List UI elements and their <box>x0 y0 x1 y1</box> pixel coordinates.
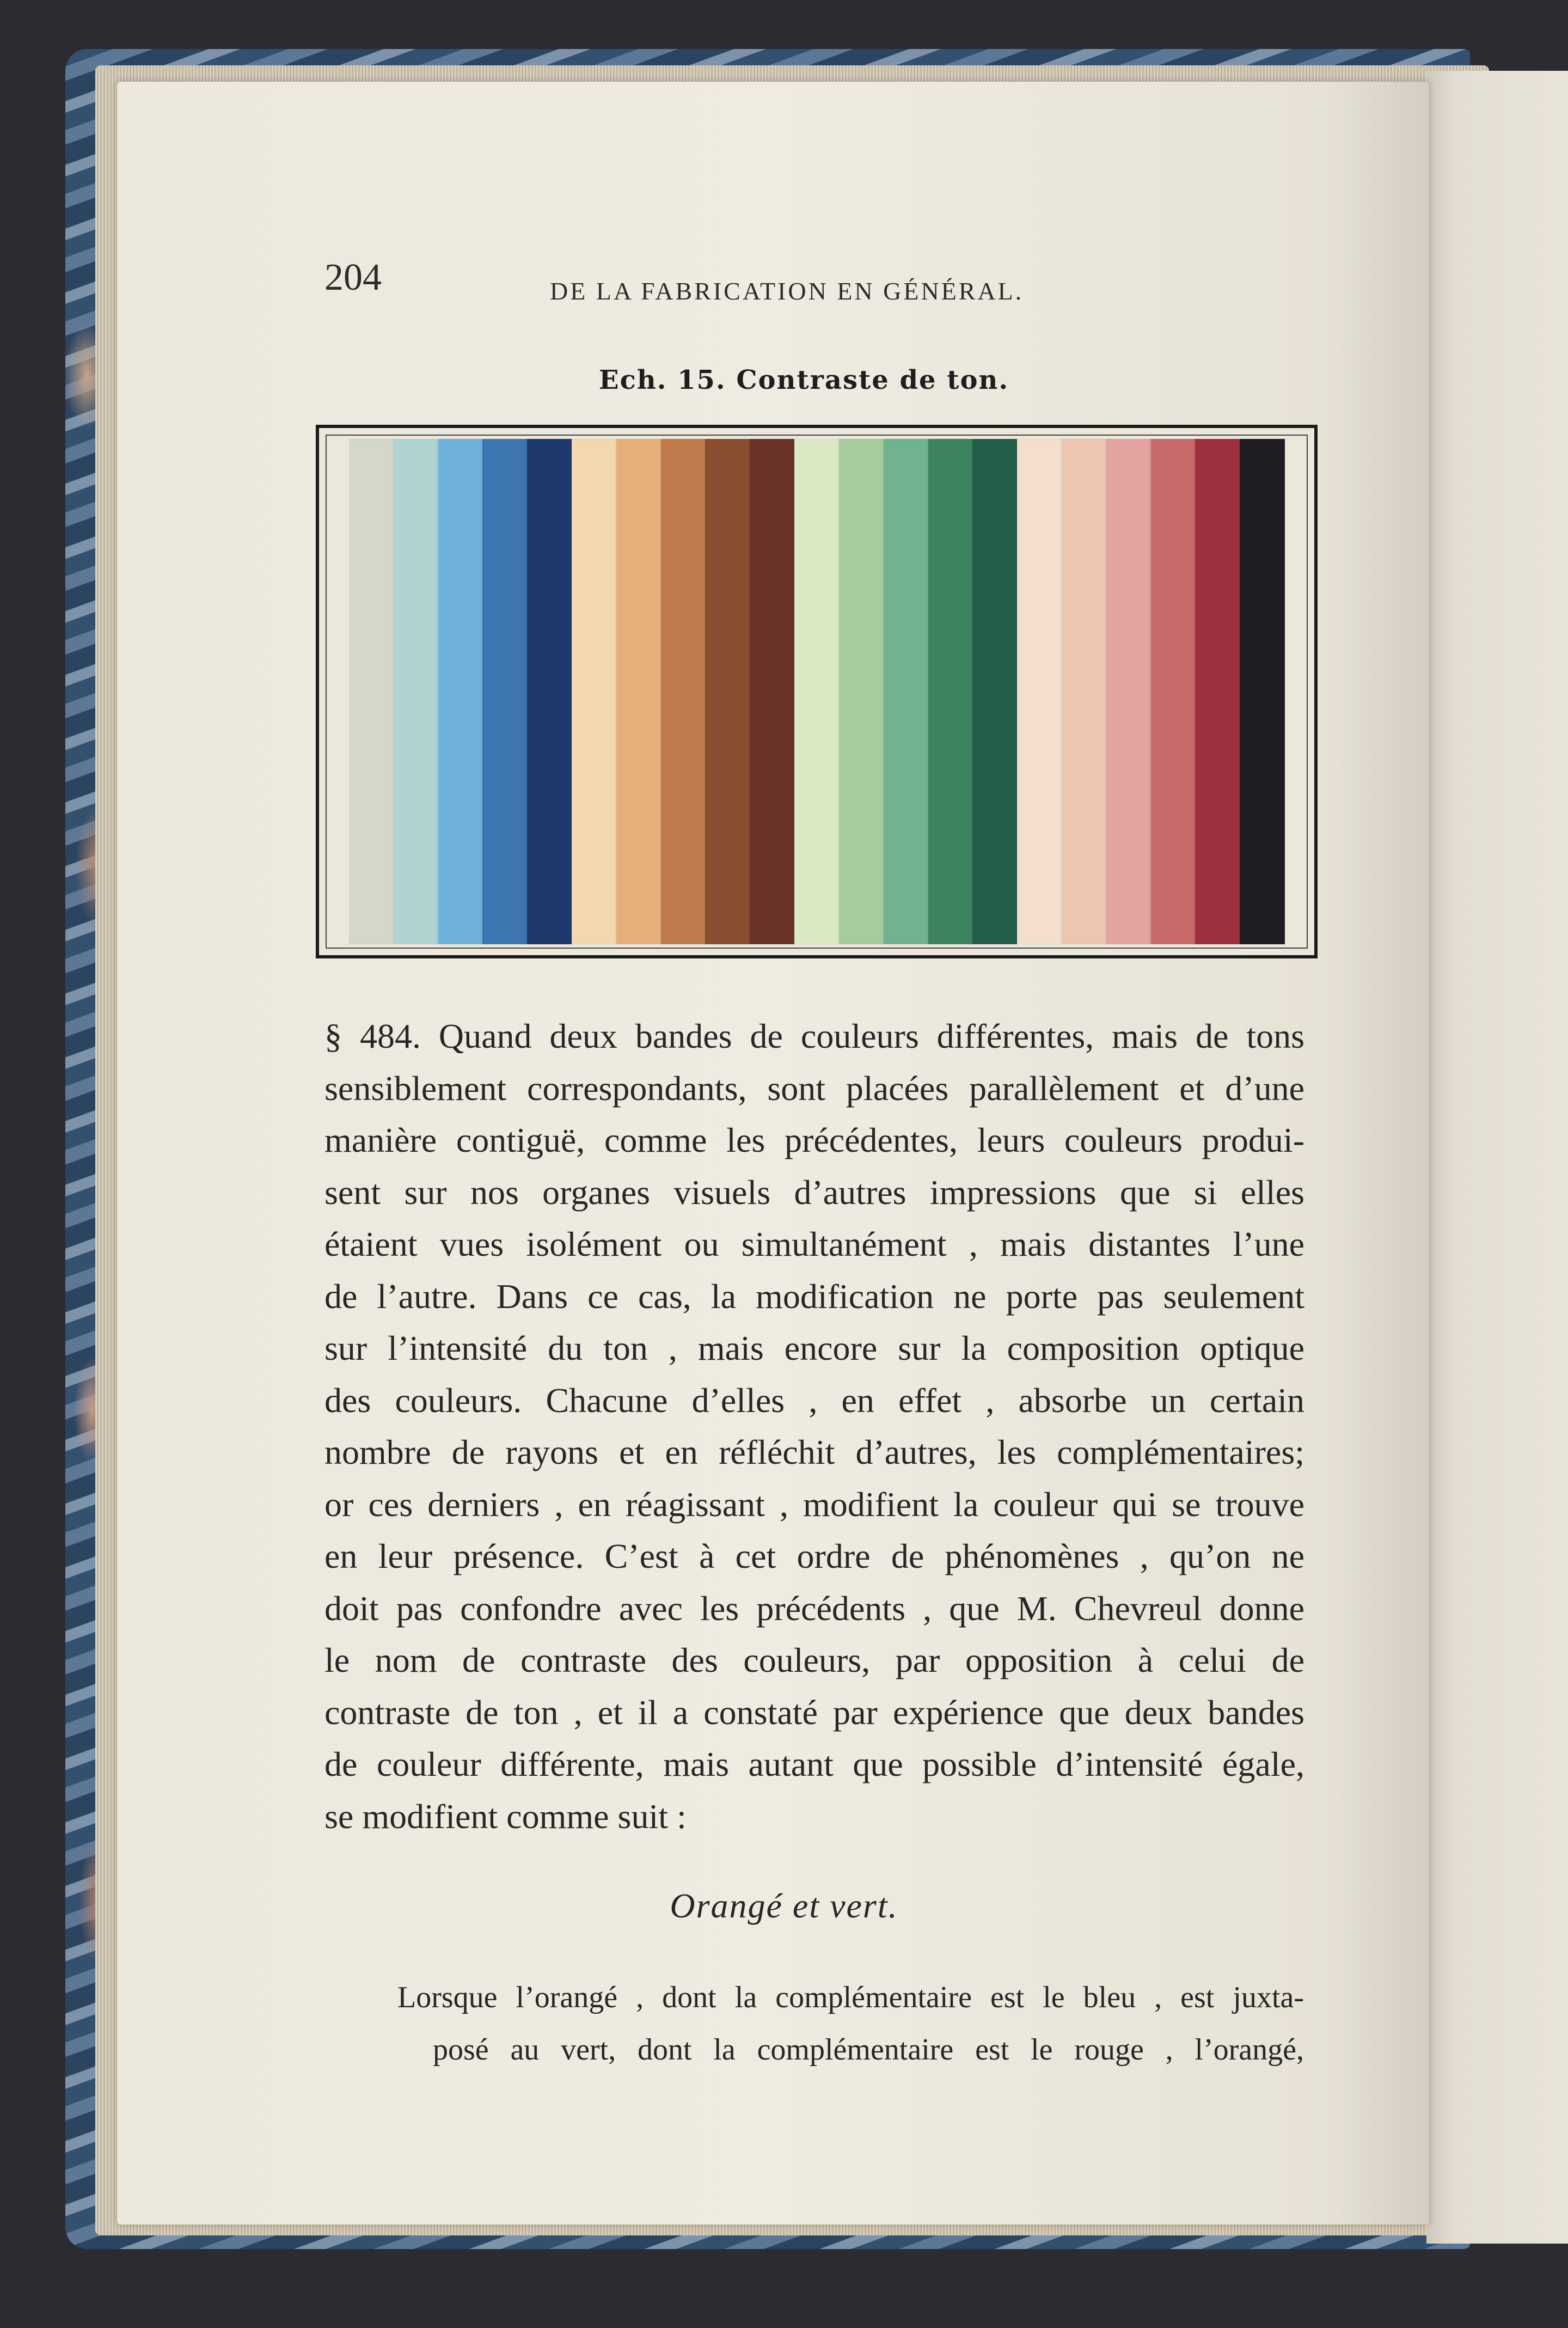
paragraph-line: nombre de rayons et en réfléchit d’autres, les complémentaires; <box>324 1433 1304 1471</box>
colour-strip <box>1106 439 1152 944</box>
colour-plate <box>316 425 1318 958</box>
colour-strip <box>616 439 661 944</box>
colour-strip <box>1017 439 1062 944</box>
paragraph-line: sur l’intensité du ton , mais encore sur la composition optique <box>324 1329 1304 1367</box>
paragraph-line: se modifient comme suit : <box>324 1797 687 1836</box>
colour-strip <box>750 439 795 944</box>
colour-strip <box>928 439 973 944</box>
paragraph-line: § 484. Quand deux bandes de couleurs différentes, mais de tons <box>324 1017 1304 1055</box>
colour-strip <box>1151 439 1196 944</box>
colour-strip <box>394 439 439 944</box>
paragraph-line: manière contiguë, comme les précédentes, leurs couleurs produi- <box>324 1121 1304 1159</box>
subheading: Orangé et vert. <box>670 1886 898 1925</box>
colour-strip <box>572 439 617 944</box>
paragraph-line: de couleur différente, mais autant que possible d’intensité égale, <box>324 1745 1304 1783</box>
colour-strip <box>705 439 750 944</box>
colour-strip <box>482 439 528 944</box>
paragraph-line: or ces derniers , en réagissant , modifient la couleur qui se trouve <box>324 1484 1304 1524</box>
paragraph-line: étaient vues isolément ou simultanément , mais distantes l’une <box>324 1225 1304 1263</box>
page-number: 204 <box>324 256 382 298</box>
colour-strips <box>349 439 1284 944</box>
colour-strip <box>527 439 572 944</box>
paragraph-line: doit pas confondre avec les précédents , que M. Chevreul donne <box>324 1588 1304 1628</box>
paragraph-line: le nom de contraste des couleurs, par opposition à celui de <box>324 1641 1304 1679</box>
colour-strip <box>972 439 1018 944</box>
paragraph-line: de l’autre. Dans ce cas, la modification ne porte pas seulement <box>324 1276 1304 1316</box>
small-paragraph-line: Lorsque l’orangé , dont la complémentaire est le bleu , est juxta- <box>397 1981 1304 2014</box>
plate-caption: Ech. 15. Contraste de ton. <box>599 365 1009 395</box>
main-paragraph <box>324 1010 1304 1842</box>
paragraph-line: des couleurs. Chacune d’elles , en effet , absorbe un certain <box>324 1380 1304 1420</box>
paragraph-line: en leur présence. C’est à cet ordre de phénomènes , qu’on ne <box>324 1537 1304 1575</box>
colour-strip <box>661 439 706 944</box>
small-paragraph <box>397 1971 1304 2076</box>
colour-strip <box>1195 439 1240 944</box>
colour-strip <box>1240 439 1285 944</box>
colour-strip <box>438 439 483 944</box>
running-title: DE LA FABRICATION EN GÉNÉRAL. <box>550 277 1024 305</box>
colour-strip <box>839 439 884 944</box>
colour-strip <box>884 439 929 944</box>
small-paragraph-line: posé au vert, dont la complémentaire est le rouge , l’orangé, <box>433 2033 1304 2067</box>
paragraph-line: contraste de ton , et il a constaté par expérience que deux bandes <box>324 1692 1304 1732</box>
paragraph-line: sent sur nos organes visuels d’autres impressions que si elles <box>324 1172 1304 1212</box>
colour-strip <box>349 439 394 944</box>
colour-strip <box>1062 439 1107 944</box>
paragraph-line: sensiblement correspondants, sont placées parallèlement et d’une <box>324 1068 1304 1108</box>
colour-strip <box>794 439 840 944</box>
